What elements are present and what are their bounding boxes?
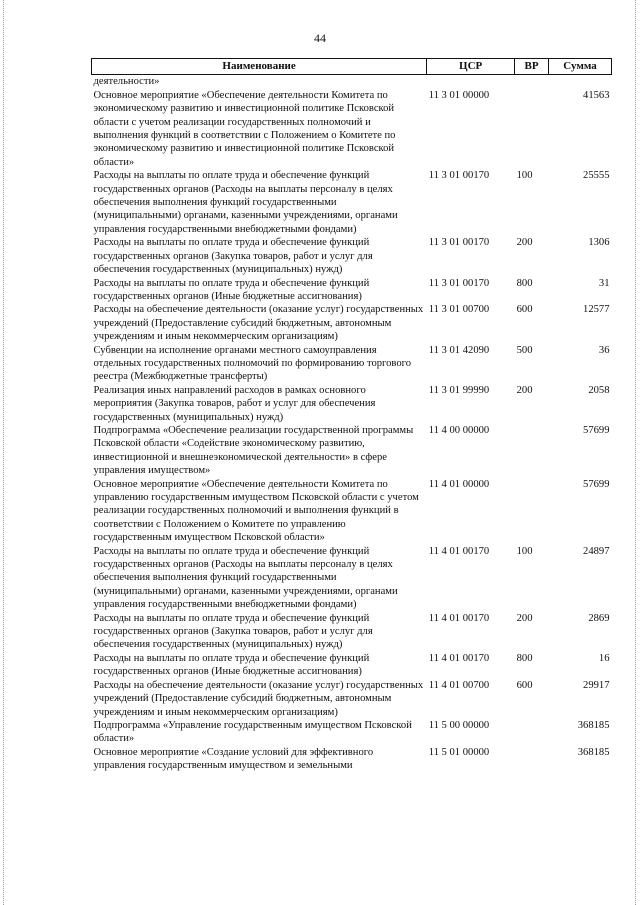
row-name: Расходы на выплаты по оплате труда и обеспечение функций государственных органов (Иные бюджетные ассигнования) — [93, 652, 370, 678]
row-name: деятельности» — [93, 76, 160, 88]
row-sum: 1306 — [588, 237, 610, 249]
table-row — [92, 478, 612, 545]
table-row — [92, 75, 612, 89]
row-vr: 500 — [516, 344, 533, 356]
scan-margin-left — [3, 0, 5, 905]
table-row — [92, 652, 612, 679]
table-row — [92, 344, 612, 384]
row-name: Субвенции на исполнение органами местного самоуправления отдельных государственных полномочий по формированию торгового реестра (Межбюджетные трансферты) — [93, 344, 412, 383]
row-vr: 200 — [516, 612, 533, 624]
row-csr: 11 3 01 99990 — [428, 384, 490, 396]
row-vr — [515, 719, 549, 746]
row-sum: 2058 — [588, 384, 610, 396]
row-csr: 11 5 00 00000 — [428, 719, 490, 731]
row-vr: 200 — [516, 384, 533, 396]
row-sum: 24897 — [583, 545, 610, 557]
table-row — [92, 277, 612, 304]
row-csr: 11 3 01 00170 — [428, 170, 490, 182]
row-csr — [427, 75, 515, 89]
scan-margin-right — [635, 0, 637, 905]
row-sum: 36 — [598, 344, 610, 356]
table-row — [92, 746, 612, 773]
row-vr: 100 — [516, 170, 533, 182]
row-csr: 11 4 01 00170 — [428, 652, 490, 664]
row-sum: 12577 — [583, 304, 610, 316]
row-name: Основное мероприятие «Создание условий для эффективного управления государственным имуществом и земельными — [93, 746, 374, 772]
row-sum: 57699 — [583, 424, 610, 436]
row-name: Основное мероприятие «Обеспечение деятельности Комитета по экономическому развитию и инвестиционной политике Псковской области с учетом реализации государственных полномочий и выполнения функций в соответствии с Положением о Комитете по экономическому развитию и инвестиционной политике Псковской области» — [93, 89, 396, 168]
row-sum: 368185 — [577, 719, 610, 731]
row-vr — [515, 424, 549, 478]
row-name: Реализация иных направлений расходов в рамках основного мероприятия (Закупка товаров, работ и услуг для обеспечения государственных (муниципальных) нужд) — [93, 384, 376, 423]
row-vr: 800 — [516, 277, 533, 289]
row-name: Подпрограмма «Обеспечение реализации государственной программы Псковской области «Содействие экономическому развитию, инвестиционной и внешнеэкономической деятельности» в сфере управления имуществом» — [93, 424, 414, 477]
row-name: Расходы на выплаты по оплате труда и обеспечение функций государственных органов (Иные бюджетные ассигнования) — [93, 277, 370, 302]
row-vr — [515, 89, 549, 169]
header-csr: ЦСР — [427, 59, 515, 75]
row-csr: 11 3 01 00170 — [428, 277, 490, 289]
row-vr: 600 — [516, 679, 533, 691]
row-csr: 11 4 01 00170 — [428, 545, 490, 557]
row-sum — [549, 75, 612, 89]
row-name: Расходы на выплаты по оплате труда и обеспечение функций государственных органов (Расходы на выплаты персоналу в целях обеспечения выполнения функций государственными (муниципальными) органами, казенными учреждениями, органами управления государственными внебюджетными фондами) — [93, 170, 398, 235]
page-number: 44 — [314, 31, 326, 45]
row-name: Расходы на выплаты по оплате труда и обеспечение функций государственных органов (Закупка товаров, работ и услуг для обеспечения государственных (муниципальных) нужд) — [93, 237, 373, 276]
table-row — [92, 384, 612, 424]
row-csr: 11 3 01 42090 — [428, 344, 490, 356]
row-csr: 11 4 01 00000 — [428, 478, 490, 490]
table-row — [92, 89, 612, 169]
row-csr: 11 4 01 00700 — [428, 679, 490, 691]
header-sum: Сумма — [549, 59, 612, 75]
row-vr — [515, 746, 549, 773]
table-row — [92, 303, 612, 343]
row-vr — [515, 75, 549, 89]
table-row — [92, 719, 612, 746]
row-sum: 25555 — [583, 170, 610, 182]
row-csr: 11 3 01 00000 — [428, 89, 490, 101]
row-name: Подпрограмма «Управление государственным имуществом Псковской области» — [93, 719, 412, 745]
row-sum: 41563 — [583, 89, 610, 101]
row-vr — [515, 478, 549, 545]
header-vr: ВР — [515, 59, 549, 75]
table-row — [92, 679, 612, 719]
row-csr: 11 5 01 00000 — [428, 746, 490, 758]
table-row — [92, 169, 612, 236]
row-csr: 11 3 01 00170 — [428, 237, 490, 249]
budget-table — [91, 58, 612, 773]
row-csr: 11 4 01 00170 — [428, 612, 490, 624]
row-name: Основное мероприятие «Обеспечение деятельности Комитета по управлению государственным имуществом Псковской области с учетом реализации государственных полномочий и выполнения функций в соответствии с Положением о Комитете по управлению государственным имуществом Псковской области» — [93, 478, 419, 544]
table-row — [92, 612, 612, 652]
row-name: Расходы на выплаты по оплате труда и обеспечение функций государственных органов (Расходы на выплаты персоналу в целях обеспечения выполнения функций государственными (муниципальными) органами, казенными учреждениями, органами управления государственными внебюджетными фондами) — [93, 545, 398, 611]
table-row — [92, 545, 612, 612]
row-sum: 31 — [598, 277, 610, 289]
row-sum: 16 — [598, 652, 610, 664]
row-name: Расходы на обеспечение деятельности (оказание услуг) государственных учреждений (Предоставление субсидий бюджетным, автономным учреждениям и иным некоммерческим организациям) — [93, 304, 424, 343]
row-sum: 368185 — [577, 746, 610, 758]
row-vr: 200 — [516, 237, 533, 249]
row-vr: 100 — [516, 545, 533, 557]
table-row — [92, 236, 612, 276]
row-name: Расходы на обеспечение деятельности (оказание услуг) государственных учреждений (Предоставление субсидий бюджетным, автономным учреждениям и иным некоммерческим организациям) — [93, 679, 424, 718]
row-name: Расходы на выплаты по оплате труда и обеспечение функций государственных органов (Закупка товаров, работ и услуг для обеспечения государственных (муниципальных) нужд) — [93, 612, 373, 651]
table-row — [92, 424, 612, 478]
row-sum: 29917 — [583, 679, 610, 691]
row-vr: 600 — [516, 304, 533, 316]
row-sum: 57699 — [583, 478, 610, 490]
table-header-row — [92, 59, 612, 75]
row-vr: 800 — [516, 652, 533, 664]
header-name: Наименование — [92, 59, 427, 75]
row-csr: 11 4 00 00000 — [428, 424, 490, 436]
row-sum: 2869 — [588, 612, 610, 624]
row-csr: 11 3 01 00700 — [428, 304, 490, 316]
